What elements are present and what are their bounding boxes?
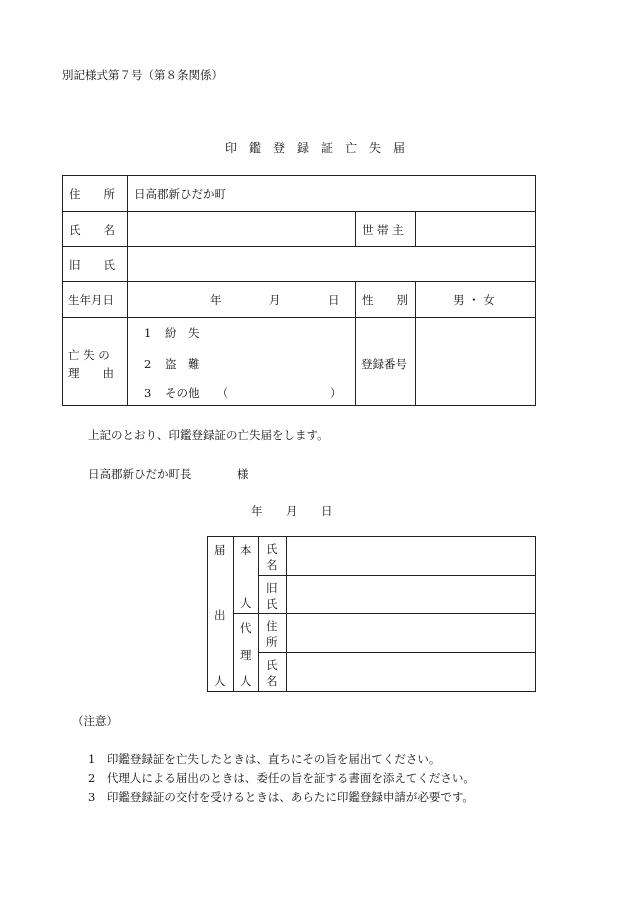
note-item: 2 代理人による届出のときは、委任の旨を証する書面を添えてください。 xyxy=(88,771,475,785)
honnin-char: 人 xyxy=(240,596,252,610)
table-border xyxy=(62,405,536,406)
reason-label-line2: 理 由 xyxy=(68,366,114,380)
householder-field[interactable] xyxy=(416,212,534,245)
form-number: 別記様式第７号（第８条関係） xyxy=(62,68,223,82)
table-border xyxy=(233,536,234,692)
reason-option[interactable] xyxy=(144,325,199,341)
todokede-char: 人 xyxy=(214,674,226,688)
label-char: 氏 xyxy=(266,658,278,672)
agent-name-field[interactable] xyxy=(288,654,534,690)
table-border xyxy=(258,536,259,692)
table-border xyxy=(355,281,356,406)
householder-label: 世 帯 主 xyxy=(362,223,404,237)
birth-month-unit: 月 xyxy=(269,293,281,307)
birth-day-unit: 日 xyxy=(328,293,340,307)
table-border xyxy=(207,536,536,537)
table-border xyxy=(62,175,536,176)
applicant-former-name-field[interactable] xyxy=(288,577,534,612)
agent-name-label xyxy=(266,657,278,689)
honorific: 様 xyxy=(237,467,249,481)
reason-label-line1: 亡 失 の xyxy=(68,348,110,362)
note-item: 1 印鑑登録証を亡失したときは、直ちにその旨を届出てください。 xyxy=(88,752,441,766)
address-label: 住 所 xyxy=(69,187,115,201)
date-year: 年 xyxy=(251,504,263,518)
former-name-label: 旧 氏 xyxy=(69,258,115,272)
reason-option-text: その他 （ xyxy=(164,386,229,400)
birth-label: 生年月日 xyxy=(68,293,114,307)
applicant-name-field[interactable] xyxy=(288,538,534,574)
sex-options[interactable]: 男 ・ 女 xyxy=(453,293,495,307)
reason-option-text: 盗 難 xyxy=(164,357,200,371)
dairinin-char: 理 xyxy=(240,648,252,662)
registration-number-label: 登録番号 xyxy=(361,357,407,371)
birth-year-unit: 年 xyxy=(210,293,222,307)
todokede-char: 出 xyxy=(214,608,226,622)
form-title: 印 鑑 登 録 証 亡 失 届 xyxy=(224,141,405,155)
reason-option-number: 1 xyxy=(144,326,152,340)
label-char: 名 xyxy=(266,674,278,688)
date-month: 月 xyxy=(286,504,298,518)
date-day: 日 xyxy=(321,504,333,518)
former-name-field[interactable] xyxy=(128,247,534,280)
reason-other-close: ） xyxy=(330,386,342,400)
applicant-name-label xyxy=(266,541,278,573)
table-border xyxy=(535,536,536,692)
table-border xyxy=(258,575,536,576)
label-char: 住 xyxy=(266,619,278,633)
table-border xyxy=(207,536,208,692)
table-border xyxy=(127,175,128,406)
table-border xyxy=(62,175,63,406)
registration-number-field[interactable] xyxy=(416,318,534,404)
label-char: 旧 xyxy=(266,581,278,595)
table-border xyxy=(258,652,536,653)
name-field[interactable] xyxy=(128,212,354,245)
table-border xyxy=(233,613,536,614)
dairinin-char: 代 xyxy=(240,621,252,635)
applicant-former-name-label xyxy=(266,580,278,612)
label-char: 所 xyxy=(266,635,278,649)
reason-option[interactable] xyxy=(144,356,199,372)
honnin-char: 本 xyxy=(240,543,252,557)
address-value[interactable]: 日高郡新ひだか町 xyxy=(134,187,226,201)
reason-option[interactable] xyxy=(144,385,228,401)
label-char: 氏 xyxy=(266,542,278,556)
agent-address-field[interactable] xyxy=(288,615,534,651)
agent-address-label xyxy=(266,618,278,650)
reason-option-number: 3 xyxy=(144,386,152,400)
dairinin-char: 人 xyxy=(240,674,252,688)
name-label: 氏 名 xyxy=(69,223,115,237)
table-border xyxy=(207,691,536,692)
todokede-char: 届 xyxy=(214,543,226,557)
label-char: 名 xyxy=(266,558,278,572)
label-char: 氏 xyxy=(266,597,278,611)
addressee: 日高郡新ひだか町長 xyxy=(88,467,192,481)
table-border xyxy=(535,175,536,406)
table-border xyxy=(286,536,287,692)
table-border xyxy=(62,281,536,282)
reason-option-number: 2 xyxy=(144,357,152,371)
note-item: 3 印鑑登録証の交付を受けるときは、あらたに印鑑登録申請が必要です。 xyxy=(88,790,474,804)
sex-label: 性 別 xyxy=(362,293,408,307)
table-border xyxy=(355,211,356,247)
reason-option-text: 紛 失 xyxy=(164,326,200,340)
notes-heading: （注意） xyxy=(72,714,118,728)
declaration-text: 上記のとおり、印鑑登録証の亡失届をします。 xyxy=(88,428,329,442)
